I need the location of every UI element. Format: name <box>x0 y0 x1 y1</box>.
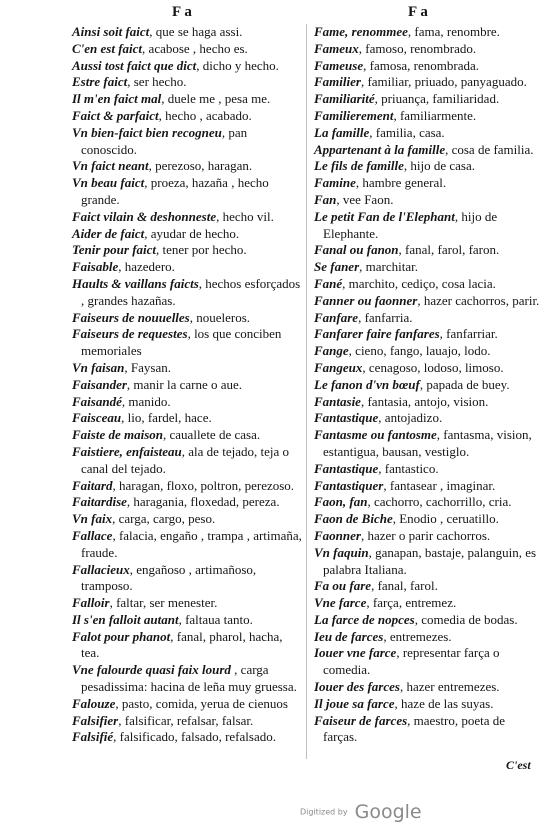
entry-headword: Faitard <box>72 477 113 493</box>
entry-translation: , faltar, ser menester. <box>109 595 218 611</box>
entry-translation: , cosa de familia. <box>445 141 534 157</box>
entry-translation: , cachorro, cachorrillo, cria. <box>367 494 512 510</box>
entry-translation: , hazer o parir cachorros. <box>360 527 491 543</box>
entry-headword: Falot pour phanot <box>72 628 171 644</box>
dictionary-entry <box>314 578 540 595</box>
entry-headword: Fangeux <box>314 359 363 375</box>
dictionary-entry <box>314 310 540 327</box>
entry-headword: Faiseur de farces <box>314 712 408 728</box>
entry-translation: , manir la carne o aue. <box>126 376 243 392</box>
page-header-left: F a <box>172 4 192 20</box>
entry-headword: Fange <box>314 343 349 359</box>
entry-headword: Faisander <box>72 376 127 392</box>
entry-translation: , farça, entremez. <box>366 595 457 611</box>
dictionary-entry <box>314 209 540 243</box>
entry-headword: Faisandé <box>72 393 122 409</box>
entry-headword: Il s'en falloit autant <box>72 611 179 627</box>
entry-translation: , familia, casa. <box>369 124 445 140</box>
google-logo: Google <box>354 801 422 823</box>
dictionary-entry <box>314 259 540 276</box>
entry-translation: , fanfarria. <box>358 309 413 325</box>
entry-translation: , marchitar. <box>359 259 418 275</box>
entry-translation: , fantasma, vision, estantigua, bausan, vestiglo. <box>323 427 532 459</box>
entry-translation: , perezoso, haragan. <box>148 158 253 174</box>
dictionary-entry <box>314 108 540 125</box>
entry-headword: Fallacieux <box>72 561 130 577</box>
entry-translation: , representar farça o comedia. <box>323 645 500 678</box>
entry-headword: Aussi tost faict que dict <box>72 57 197 73</box>
entry-translation: , entremezes. <box>383 628 452 644</box>
entry-headword: Fanfare <box>314 309 359 325</box>
entry-translation: , carga, cargo, peso. <box>112 511 216 527</box>
dictionary-entry <box>314 175 540 192</box>
entry-headword: Faiseurs de nouuelles <box>72 309 190 325</box>
dictionary-entry <box>314 595 540 612</box>
dictionary-entry <box>72 696 304 713</box>
dictionary-entry <box>72 562 304 596</box>
dictionary-entry <box>72 125 304 159</box>
entry-translation: , ser hecho. <box>127 74 187 90</box>
dictionary-entry <box>72 175 304 209</box>
dictionary-entry <box>72 629 304 663</box>
entry-translation: , tener por hecho. <box>156 242 247 258</box>
entry-translation: , fanal, pharol, hacha, tea. <box>81 628 283 661</box>
dictionary-entry <box>314 696 540 713</box>
entry-translation: , cauallete de casa. <box>163 427 261 443</box>
dictionary-entry <box>314 41 540 58</box>
entry-translation: , fanfarriar. <box>439 326 498 342</box>
dictionary-entry <box>72 360 304 377</box>
entry-translation: , noueleros. <box>189 309 251 325</box>
entry-translation: , maestro, poeta de farças. <box>323 712 505 745</box>
entry-translation: , engañoso , artimañoso, tramposo. <box>81 561 257 594</box>
dictionary-entry <box>72 74 304 91</box>
entry-headword: Fantasme ou fantosme <box>314 427 437 443</box>
entry-headword: Iouer des farces <box>314 679 400 695</box>
entry-translation: , fantasia, antojo, vision. <box>360 393 489 409</box>
entry-headword: Falloir <box>72 595 110 611</box>
dictionary-entry <box>72 595 304 612</box>
dictionary-entry <box>72 729 304 746</box>
entry-headword: Iouer vne farce <box>314 645 397 661</box>
entry-translation: , hecho vil. <box>216 208 274 224</box>
entry-headword: Ainsi soit faict <box>72 24 150 39</box>
entry-headword: Fan <box>314 191 337 207</box>
dictionary-entry <box>314 713 540 747</box>
entry-translation: , lio, fardel, hace. <box>121 410 212 426</box>
dictionary-entry <box>72 209 304 226</box>
entry-headword: Familiarité <box>314 91 375 107</box>
dictionary-entry <box>314 528 540 545</box>
entry-translation: , familiar, priuado, panyaguado. <box>360 74 527 90</box>
dictionary-entry <box>314 276 540 293</box>
watermark-prefix: Digitized by <box>300 807 348 817</box>
entry-translation: , famosa, renombrada. <box>363 57 479 73</box>
dictionary-entry <box>314 360 540 377</box>
entry-headword: Famine <box>314 175 356 191</box>
dictionary-entry <box>314 91 540 108</box>
entry-translation: , Enodio , ceruatillo. <box>392 511 499 527</box>
entry-headword: Il m'en faict mal <box>72 91 162 107</box>
dictionary-entry <box>314 427 540 461</box>
left-column <box>72 24 304 746</box>
entry-translation: , comedia de bodas. <box>414 611 518 627</box>
entry-translation: , hazer entremezes. <box>399 679 500 695</box>
entry-headword: Le petit Fan de l'Elephant <box>314 208 455 224</box>
dictionary-entry <box>314 645 540 679</box>
entry-headword: Falsifié <box>72 729 114 745</box>
entry-headword: Vn faict neant <box>72 158 149 174</box>
entry-translation: , fanal, farol. <box>371 578 438 594</box>
entry-headword: Faisceau <box>72 410 122 426</box>
dictionary-entry <box>314 343 540 360</box>
entry-headword: Fantastique <box>314 460 379 476</box>
entry-headword: Le fanon d'vn bœuf <box>314 376 420 392</box>
dictionary-entry <box>314 410 540 427</box>
entry-headword: Faisable <box>72 259 119 275</box>
entry-translation: , marchito, cediço, cosa lacia. <box>342 275 496 291</box>
dictionary-entry <box>72 226 304 243</box>
entry-headword: La farce de nopces <box>314 611 415 627</box>
column-divider <box>306 24 307 759</box>
entry-headword: Estre faict <box>72 74 128 90</box>
entry-headword: Vn bien-faict bien recogneu <box>72 124 222 140</box>
dictionary-entry <box>72 377 304 394</box>
entry-translation: , cenagoso, lodoso, limoso. <box>362 359 504 375</box>
entry-translation: , que se haga assi. <box>149 24 243 39</box>
entry-headword: Faiseurs de requestes <box>72 326 188 342</box>
entry-translation: , antojadizo. <box>378 410 443 426</box>
entry-translation: , falacia, engaño , trampa , artimaña, fraude. <box>81 527 302 560</box>
entry-headword: Falouze <box>72 695 116 711</box>
page-header-right: F a <box>408 4 428 20</box>
entry-headword: Faict vilain & deshonneste <box>72 208 217 224</box>
entry-headword: Faon de Biche <box>314 511 393 527</box>
dictionary-entry <box>314 142 540 159</box>
entry-translation: , hijo de Elephante. <box>323 208 498 241</box>
dictionary-entry <box>314 679 540 696</box>
dictionary-entry <box>314 612 540 629</box>
dictionary-entry <box>314 24 540 41</box>
dictionary-entry <box>314 326 540 343</box>
entry-translation: , falsificar, refalsar, falsar. <box>118 712 254 728</box>
entry-headword: Vn beau faict <box>72 175 145 191</box>
entry-translation: , pasto, comida, yerua de cienuos <box>115 695 288 711</box>
entry-translation: , cieno, fango, lauajo, lodo. <box>348 343 491 359</box>
dictionary-entry <box>72 242 304 259</box>
entry-translation: , familiarmente. <box>393 107 477 123</box>
entry-headword: Vn faisan <box>72 359 125 375</box>
entry-headword: Fané <box>314 275 343 291</box>
entry-translation: , ganapan, bastaje, palanguin, es palabra Italiana. <box>323 544 537 577</box>
dictionary-entry <box>314 158 540 175</box>
dictionary-entry <box>314 394 540 411</box>
entry-translation: , priuança, familiaridad. <box>374 91 500 107</box>
dictionary-entry <box>72 511 304 528</box>
entry-headword: Fantastiquer <box>314 477 384 493</box>
entry-translation: , hijo de casa. <box>403 158 476 174</box>
entry-translation: , hambre general. <box>355 175 447 191</box>
entry-translation: , ala de tejado, teja o canal del tejado. <box>81 443 289 476</box>
entry-headword: Fanal ou fanon <box>314 242 399 258</box>
entry-headword: Fa ou fare <box>314 578 372 594</box>
entry-translation: , fama, renombre. <box>407 24 500 39</box>
dictionary-entry <box>72 528 304 562</box>
dictionary-entry <box>314 377 540 394</box>
entry-translation: , ayudar de hecho. <box>144 225 240 241</box>
right-column <box>314 24 540 746</box>
dictionary-entry <box>72 259 304 276</box>
dictionary-entry <box>314 293 540 310</box>
entry-headword: Fame, renommee <box>314 24 408 39</box>
entry-translation: , papada de buey. <box>419 376 510 392</box>
entry-translation: , fantasear , imaginar. <box>383 477 496 493</box>
entry-headword: Falsifier <box>72 712 119 728</box>
entry-translation: , haragania, floxedad, pereza. <box>126 494 280 510</box>
entry-headword: Faonner <box>314 527 361 543</box>
entry-headword: Haults & vaillans faicts <box>72 275 199 291</box>
entry-headword: La famille <box>314 124 370 140</box>
dictionary-entry <box>72 91 304 108</box>
entry-headword: Fameuse <box>314 57 364 73</box>
entry-headword: Familierement <box>314 107 394 123</box>
entry-translation: , Faysan. <box>124 359 171 375</box>
entry-translation: , proeza, hazaña , hecho grande. <box>81 175 269 207</box>
entry-translation: , famoso, renombrado. <box>358 40 477 56</box>
google-watermark <box>300 801 422 823</box>
entry-headword: Faon, fan <box>314 494 368 510</box>
entry-headword: Fantasie <box>314 393 361 409</box>
entry-headword: Appartenant à la famille <box>314 141 446 157</box>
entry-headword: Vne farce <box>314 595 367 611</box>
entry-headword: Vn faix <box>72 511 113 527</box>
dictionary-entry <box>314 192 540 209</box>
dictionary-entry <box>72 326 304 360</box>
dictionary-entry <box>72 58 304 75</box>
dictionary-entry <box>314 125 540 142</box>
entry-translation: , duele me , pesa me. <box>161 91 271 107</box>
entry-headword: Se faner <box>314 259 360 275</box>
dictionary-entry <box>72 612 304 629</box>
dictionary-entry <box>72 478 304 495</box>
entry-headword: Faistiere, enfaisteau <box>72 443 182 459</box>
dictionary-entry <box>72 427 304 444</box>
dictionary-entry <box>314 511 540 528</box>
entry-translation: , faltaua tanto. <box>178 611 253 627</box>
dictionary-entry <box>72 394 304 411</box>
dictionary-entry <box>72 276 304 310</box>
catchword: C'est <box>506 758 531 772</box>
entry-headword: Faiste de maison <box>72 427 164 443</box>
entry-headword: Faitardise <box>72 494 127 510</box>
entry-translation: , acabose , hecho es. <box>142 40 248 56</box>
dictionary-entry <box>72 713 304 730</box>
entry-translation: , hecho , acabado. <box>158 107 252 123</box>
entry-headword: Le fils de famille <box>314 158 404 174</box>
dictionary-entry <box>314 74 540 91</box>
dictionary-entry <box>72 158 304 175</box>
entry-headword: Vn faquin <box>314 544 369 560</box>
dictionary-entry <box>314 545 540 579</box>
dictionary-entry <box>314 629 540 646</box>
entry-translation: , los que conciben memoriales <box>81 326 282 359</box>
dictionary-entry <box>72 310 304 327</box>
dictionary-entry <box>314 461 540 478</box>
entry-headword: Vne falourde quasi faix lourd <box>72 662 231 678</box>
entry-translation: , dicho y hecho. <box>196 57 279 73</box>
entry-translation: , haragan, floxo, poltron, perezoso. <box>112 477 295 493</box>
dictionary-entry <box>314 494 540 511</box>
entry-translation: , hazer cachorros, parir. <box>417 292 540 308</box>
entry-translation: , hazedero. <box>118 259 175 275</box>
entry-headword: C'en est faict <box>72 40 143 56</box>
entry-headword: Familier <box>314 74 361 90</box>
entry-headword: Fanfarer faire fanfares <box>314 326 440 342</box>
dictionary-entry <box>314 58 540 75</box>
entry-headword: Aider de faict <box>72 225 145 241</box>
dictionary-entry <box>72 444 304 478</box>
dictionary-entry <box>72 41 304 58</box>
dictionary-entry <box>72 662 304 696</box>
entry-headword: Tenir pour faict <box>72 242 157 258</box>
entry-headword: Fallace <box>72 527 113 543</box>
entry-headword: Ieu de farces <box>314 628 384 644</box>
dictionary-entry <box>72 108 304 125</box>
dictionary-entry <box>314 478 540 495</box>
entry-headword: Il joue sa farce <box>314 695 395 711</box>
entry-headword: Faict & parfaict <box>72 107 159 123</box>
entry-headword: Fanner ou faonner <box>314 292 418 308</box>
entry-headword: Fameux <box>314 40 359 56</box>
entry-translation: , carga pesadissima: hacina de leña muy gruessa. <box>81 662 297 695</box>
entry-headword: Fantastique <box>314 410 379 426</box>
dictionary-entry <box>72 494 304 511</box>
entry-translation: , pan conoscido. <box>81 124 248 157</box>
dictionary-entry <box>314 242 540 259</box>
entry-translation: , vee Faon. <box>336 191 394 207</box>
dictionary-entry <box>72 24 304 41</box>
entry-translation: , haze de las suyas. <box>394 695 494 711</box>
entry-translation: , fantastico. <box>378 460 439 476</box>
dictionary-entry <box>72 410 304 427</box>
entry-translation: , falsificado, falsado, refalsado. <box>113 729 276 745</box>
entry-translation: , fanal, farol, faron. <box>398 242 500 258</box>
entry-translation: , manido. <box>121 393 171 409</box>
entry-translation: , hechos esforçados , grandes hazañas. <box>81 275 301 308</box>
